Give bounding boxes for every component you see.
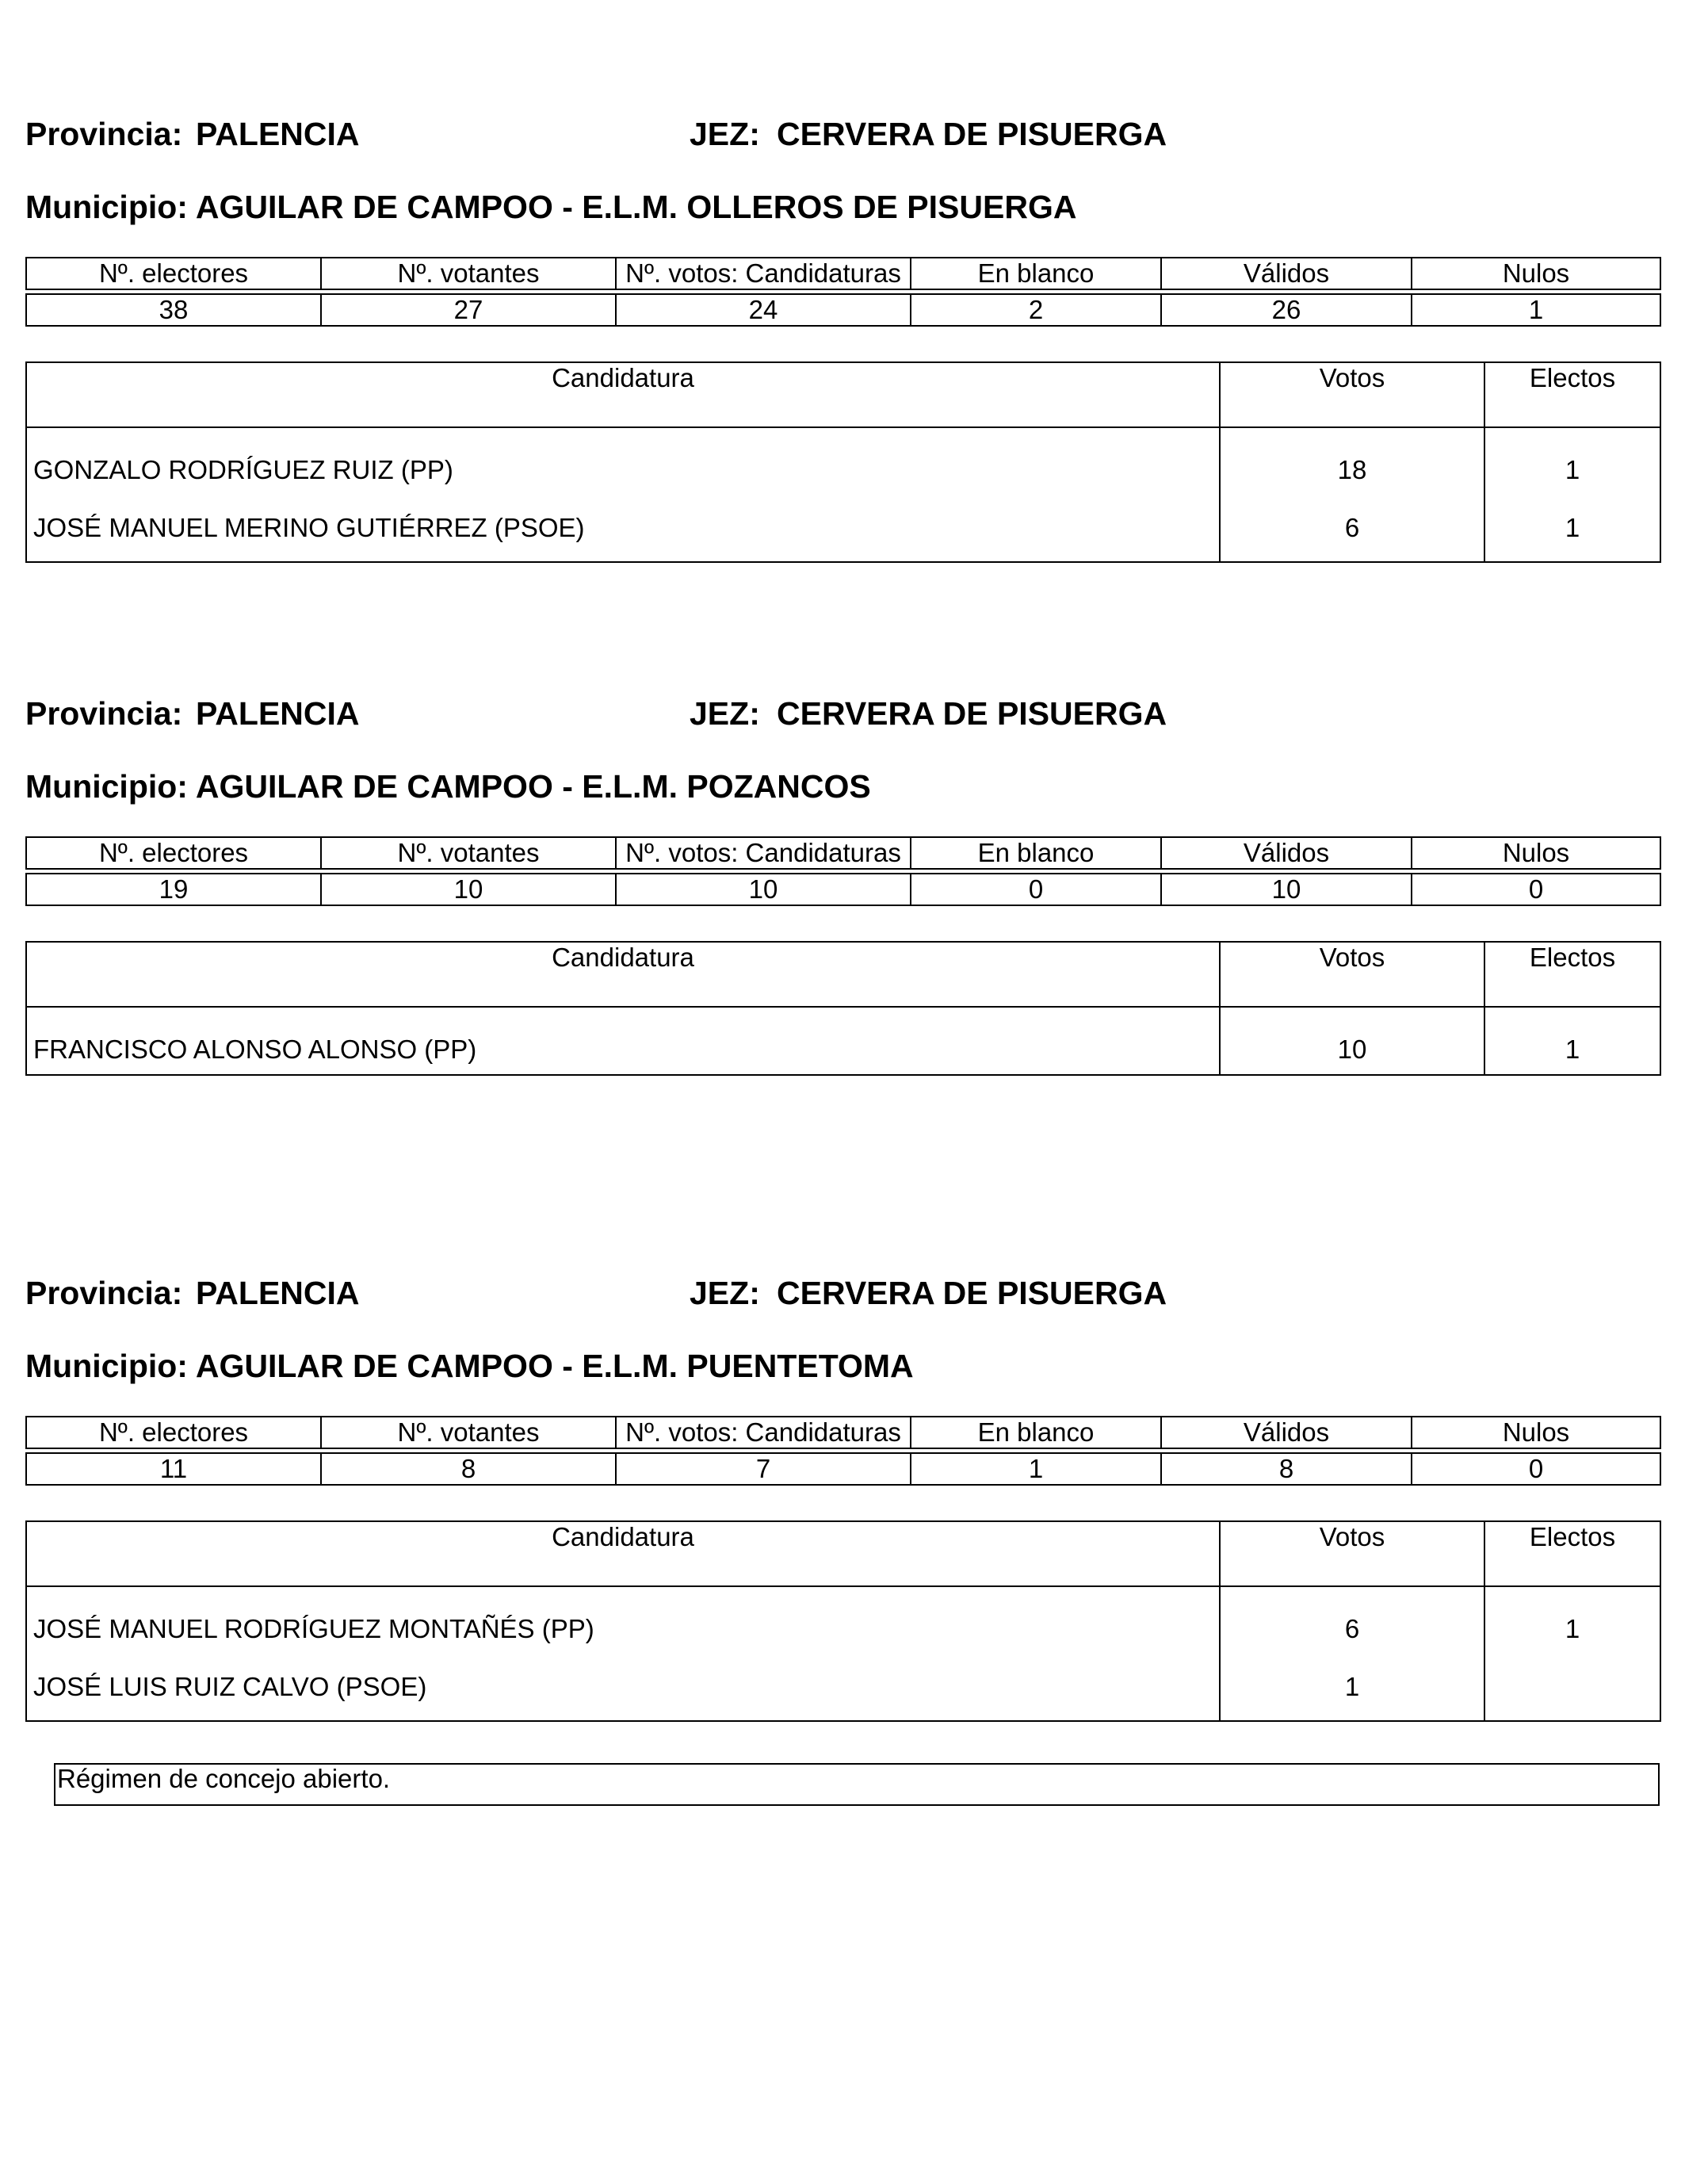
stats-value-row bbox=[26, 294, 1660, 326]
stats-table bbox=[25, 257, 1661, 327]
value-electores: 38 bbox=[26, 294, 321, 326]
candidate-row bbox=[26, 495, 1660, 562]
stats-header-row bbox=[26, 1417, 1660, 1448]
candidate-votos: 18 bbox=[1220, 427, 1484, 495]
header-electores: Nº. electores bbox=[26, 258, 321, 289]
stats-value-row bbox=[26, 1453, 1660, 1485]
candidate-row bbox=[26, 1007, 1660, 1075]
candidate-votos: 1 bbox=[1220, 1654, 1484, 1721]
candidate-electos bbox=[1484, 1654, 1660, 1721]
note-box: Régimen de concejo abierto. bbox=[54, 1763, 1660, 1806]
header-electos: Electos bbox=[1484, 362, 1660, 427]
provincia-label: Provincia: bbox=[25, 1275, 183, 1311]
value-en-blanco: 2 bbox=[911, 294, 1161, 326]
header-votos-candidaturas: Nº. votos: Candidaturas bbox=[616, 258, 911, 289]
candidate-electos: 1 bbox=[1484, 495, 1660, 562]
header-nulos: Nulos bbox=[1412, 1417, 1660, 1448]
header-validos: Válidos bbox=[1161, 1417, 1412, 1448]
jez-label: JEZ: bbox=[690, 1275, 760, 1311]
header-votos: Votos bbox=[1220, 362, 1484, 427]
value-en-blanco: 0 bbox=[911, 874, 1161, 905]
stats-value-row bbox=[26, 874, 1660, 905]
candidate-name: JOSÉ MANUEL RODRÍGUEZ MONTAÑÉS (PP) bbox=[26, 1586, 1220, 1654]
header-en-blanco: En blanco bbox=[911, 1417, 1161, 1448]
value-votos-candidaturas: 7 bbox=[616, 1453, 911, 1485]
candidates-table bbox=[25, 941, 1661, 1076]
header-en-blanco: En blanco bbox=[911, 837, 1161, 869]
header-en-blanco: En blanco bbox=[911, 258, 1161, 289]
municipio-title bbox=[25, 768, 871, 805]
municipio-value: AGUILAR DE CAMPOO - E.L.M. POZANCOS bbox=[195, 768, 871, 805]
municipio-value: AGUILAR DE CAMPOO - E.L.M. PUENTETOMA bbox=[195, 1348, 914, 1384]
jez-value: CERVERA DE PISUERGA bbox=[777, 116, 1167, 152]
value-validos: 26 bbox=[1161, 294, 1412, 326]
header-votantes: Nº. votantes bbox=[321, 837, 616, 869]
candidate-votos: 10 bbox=[1220, 1007, 1484, 1075]
value-votos-candidaturas: 10 bbox=[616, 874, 911, 905]
header-votos: Votos bbox=[1220, 942, 1484, 1007]
header-votos: Votos bbox=[1220, 1521, 1484, 1586]
candidates-table bbox=[25, 361, 1661, 563]
municipio-label: Municipio: bbox=[25, 189, 188, 225]
stats-header-row bbox=[26, 837, 1660, 869]
candidate-name: GONZALO RODRÍGUEZ RUIZ (PP) bbox=[26, 427, 1220, 495]
header-candidatura: Candidatura bbox=[26, 362, 1220, 427]
header-validos: Válidos bbox=[1161, 258, 1412, 289]
value-en-blanco: 1 bbox=[911, 1453, 1161, 1485]
candidate-electos: 1 bbox=[1484, 1586, 1660, 1654]
header-validos: Válidos bbox=[1161, 837, 1412, 869]
header-candidatura: Candidatura bbox=[26, 1521, 1220, 1586]
section-puentetoma bbox=[25, 1270, 1660, 1825]
value-validos: 10 bbox=[1161, 874, 1412, 905]
section-pozancos bbox=[25, 690, 1660, 1087]
candidate-electos: 1 bbox=[1484, 427, 1660, 495]
municipio-title bbox=[25, 1350, 914, 1383]
candidate-votos: 6 bbox=[1220, 495, 1484, 562]
candidates-header-row bbox=[26, 362, 1660, 427]
value-validos: 8 bbox=[1161, 1453, 1412, 1485]
jez-value: CERVERA DE PISUERGA bbox=[777, 695, 1167, 732]
candidate-row bbox=[26, 427, 1660, 495]
municipio-value: AGUILAR DE CAMPOO - E.L.M. OLLEROS DE PISUERGA bbox=[195, 189, 1077, 225]
section-olleros bbox=[25, 111, 1660, 555]
candidates-header-row bbox=[26, 1521, 1660, 1586]
header-candidatura: Candidatura bbox=[26, 942, 1220, 1007]
header-votantes: Nº. votantes bbox=[321, 1417, 616, 1448]
header-nulos: Nulos bbox=[1412, 258, 1660, 289]
header-nulos: Nulos bbox=[1412, 837, 1660, 869]
municipio-label: Municipio: bbox=[25, 768, 188, 805]
stats-table bbox=[25, 836, 1661, 906]
header-votos-candidaturas: Nº. votos: Candidaturas bbox=[616, 1417, 911, 1448]
jez-label: JEZ: bbox=[690, 695, 760, 732]
candidate-row bbox=[26, 1586, 1660, 1654]
header-electores: Nº. electores bbox=[26, 1417, 321, 1448]
value-votantes: 8 bbox=[321, 1453, 616, 1485]
candidate-name: JOSÉ MANUEL MERINO GUTIÉRREZ (PSOE) bbox=[26, 495, 1220, 562]
value-votos-candidaturas: 24 bbox=[616, 294, 911, 326]
provincia-label: Provincia: bbox=[25, 695, 183, 732]
candidates-table bbox=[25, 1520, 1661, 1722]
candidates-header-row bbox=[26, 942, 1660, 1007]
value-votantes: 10 bbox=[321, 874, 616, 905]
value-electores: 11 bbox=[26, 1453, 321, 1485]
header-electores: Nº. electores bbox=[26, 837, 321, 869]
provincia-value: PALENCIA bbox=[196, 695, 360, 732]
municipio-title bbox=[25, 191, 1076, 224]
jez-label: JEZ: bbox=[690, 116, 760, 152]
stats-table bbox=[25, 1416, 1661, 1486]
candidate-electos: 1 bbox=[1484, 1007, 1660, 1075]
candidate-votos: 6 bbox=[1220, 1586, 1484, 1654]
candidate-name: JOSÉ LUIS RUIZ CALVO (PSOE) bbox=[26, 1654, 1220, 1721]
header-votantes: Nº. votantes bbox=[321, 258, 616, 289]
provincia-label: Provincia: bbox=[25, 116, 183, 152]
value-nulos: 1 bbox=[1412, 294, 1660, 326]
value-nulos: 0 bbox=[1412, 874, 1660, 905]
jez-value: CERVERA DE PISUERGA bbox=[777, 1275, 1167, 1311]
municipio-label: Municipio: bbox=[25, 1348, 188, 1384]
provincia-value: PALENCIA bbox=[196, 116, 360, 152]
header-electos: Electos bbox=[1484, 1521, 1660, 1586]
provincia-value: PALENCIA bbox=[196, 1275, 360, 1311]
candidate-name: FRANCISCO ALONSO ALONSO (PP) bbox=[26, 1007, 1220, 1075]
value-electores: 19 bbox=[26, 874, 321, 905]
header-votos-candidaturas: Nº. votos: Candidaturas bbox=[616, 837, 911, 869]
value-votantes: 27 bbox=[321, 294, 616, 326]
candidate-row bbox=[26, 1654, 1660, 1721]
header-electos: Electos bbox=[1484, 942, 1660, 1007]
stats-header-row bbox=[26, 258, 1660, 289]
value-nulos: 0 bbox=[1412, 1453, 1660, 1485]
